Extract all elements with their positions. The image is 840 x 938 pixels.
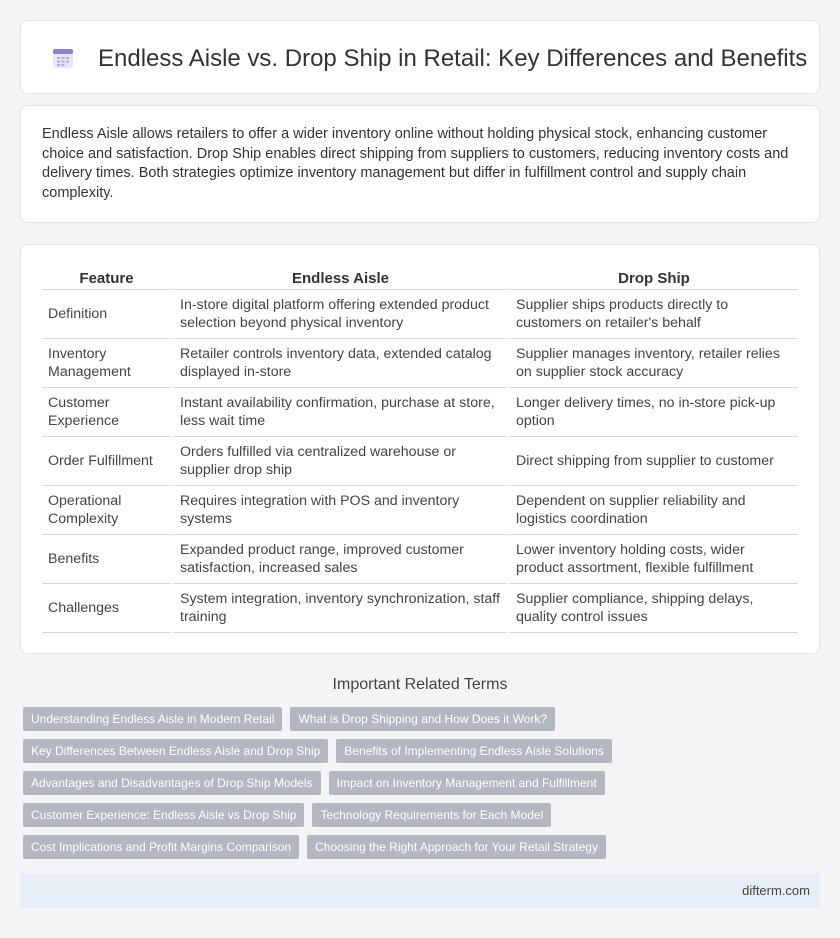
column-header-feature: Feature xyxy=(42,266,171,290)
feature-cell: Order Fulfillment xyxy=(42,437,171,486)
drop-ship-cell: Supplier manages inventory, retailer relies on supplier stock accuracy xyxy=(507,339,798,388)
drop-ship-cell: Direct shipping from supplier to customer xyxy=(507,437,798,486)
related-term-link[interactable]: Understanding Endless Aisle in Modern Retail xyxy=(23,707,282,731)
intro-paragraph: Endless Aisle allows retailers to offer a wider inventory online without holding physical stock, enhancing customer choice and satisfaction. Drop Ship enables direct shipping from suppliers to customers, reducing inventory costs and delivery times. Both strategies optimize inventory management but differ in fulfillment control and supply chain complexity. xyxy=(42,126,789,201)
endless-aisle-cell: Requires integration with POS and inventory systems xyxy=(171,486,507,535)
endless-aisle-cell: Expanded product range, improved customer satisfaction, increased sales xyxy=(171,535,507,584)
feature-cell: Inventory Management xyxy=(42,339,171,388)
tag-row xyxy=(23,739,623,763)
related-term-link[interactable]: Technology Requirements for Each Model xyxy=(312,803,551,827)
tag-row xyxy=(23,707,623,731)
table-row xyxy=(42,486,798,535)
tag-row xyxy=(23,803,623,827)
endless-aisle-cell: Instant availability confirmation, purchase at store, less wait time xyxy=(171,388,507,437)
column-header-endless-aisle: Endless Aisle xyxy=(171,266,507,290)
site-link[interactable]: difterm.com xyxy=(742,883,810,898)
drop-ship-cell: Longer delivery times, no in-store pick-up option xyxy=(507,388,798,437)
column-header-drop-ship: Drop Ship xyxy=(507,266,798,290)
calendar-icon xyxy=(51,46,75,70)
related-term-link[interactable]: What is Drop Shipping and How Does it Work? xyxy=(290,707,555,731)
endless-aisle-cell: In-store digital platform offering extended product selection beyond physical inventory xyxy=(171,290,507,339)
comparison-table xyxy=(42,266,798,633)
endless-aisle-cell: Retailer controls inventory data, extended catalog displayed in-store xyxy=(171,339,507,388)
header-card xyxy=(20,20,820,94)
table-row xyxy=(42,535,798,584)
feature-cell: Benefits xyxy=(42,535,171,584)
drop-ship-cell: Supplier ships products directly to customers on retailer's behalf xyxy=(507,290,798,339)
related-term-link[interactable]: Impact on Inventory Management and Fulfillment xyxy=(329,771,605,795)
endless-aisle-cell: System integration, inventory synchronization, staff training xyxy=(171,584,507,633)
table-row xyxy=(42,584,798,633)
tag-row xyxy=(23,771,623,795)
tag-row xyxy=(23,835,623,859)
related-term-link[interactable]: Key Differences Between Endless Aisle and Drop Ship xyxy=(23,739,328,763)
feature-cell: Challenges xyxy=(42,584,171,633)
feature-cell: Definition xyxy=(42,290,171,339)
related-term-link[interactable]: Cost Implications and Profit Margins Comparison xyxy=(23,835,299,859)
table-row xyxy=(42,388,798,437)
related-term-link[interactable]: Advantages and Disadvantages of Drop Ship Models xyxy=(23,771,321,795)
table-header-row xyxy=(42,266,798,290)
footer xyxy=(20,873,820,908)
intro-card xyxy=(20,105,820,223)
drop-ship-cell: Dependent on supplier reliability and logistics coordination xyxy=(507,486,798,535)
drop-ship-cell: Lower inventory holding costs, wider product assortment, flexible fulfillment xyxy=(507,535,798,584)
drop-ship-cell: Supplier compliance, shipping delays, quality control issues xyxy=(507,584,798,633)
related-term-link[interactable]: Customer Experience: Endless Aisle vs Drop Ship xyxy=(23,803,304,827)
endless-aisle-cell: Orders fulfilled via centralized warehouse or supplier drop ship xyxy=(171,437,507,486)
feature-cell: Customer Experience xyxy=(42,388,171,437)
page-title: Endless Aisle vs. Drop Ship in Retail: Key Differences and Benefits xyxy=(98,45,808,72)
table-row xyxy=(42,290,798,339)
table-row xyxy=(42,437,798,486)
related-terms-heading: Important Related Terms xyxy=(332,676,508,693)
table-row xyxy=(42,339,798,388)
related-term-link[interactable]: Choosing the Right Approach for Your Retail Strategy xyxy=(307,835,606,859)
feature-cell: Operational Complexity xyxy=(42,486,171,535)
related-term-link[interactable]: Benefits of Implementing Endless Aisle Solutions xyxy=(336,739,611,763)
comparison-table-card xyxy=(20,244,820,654)
related-terms-list xyxy=(23,707,623,867)
